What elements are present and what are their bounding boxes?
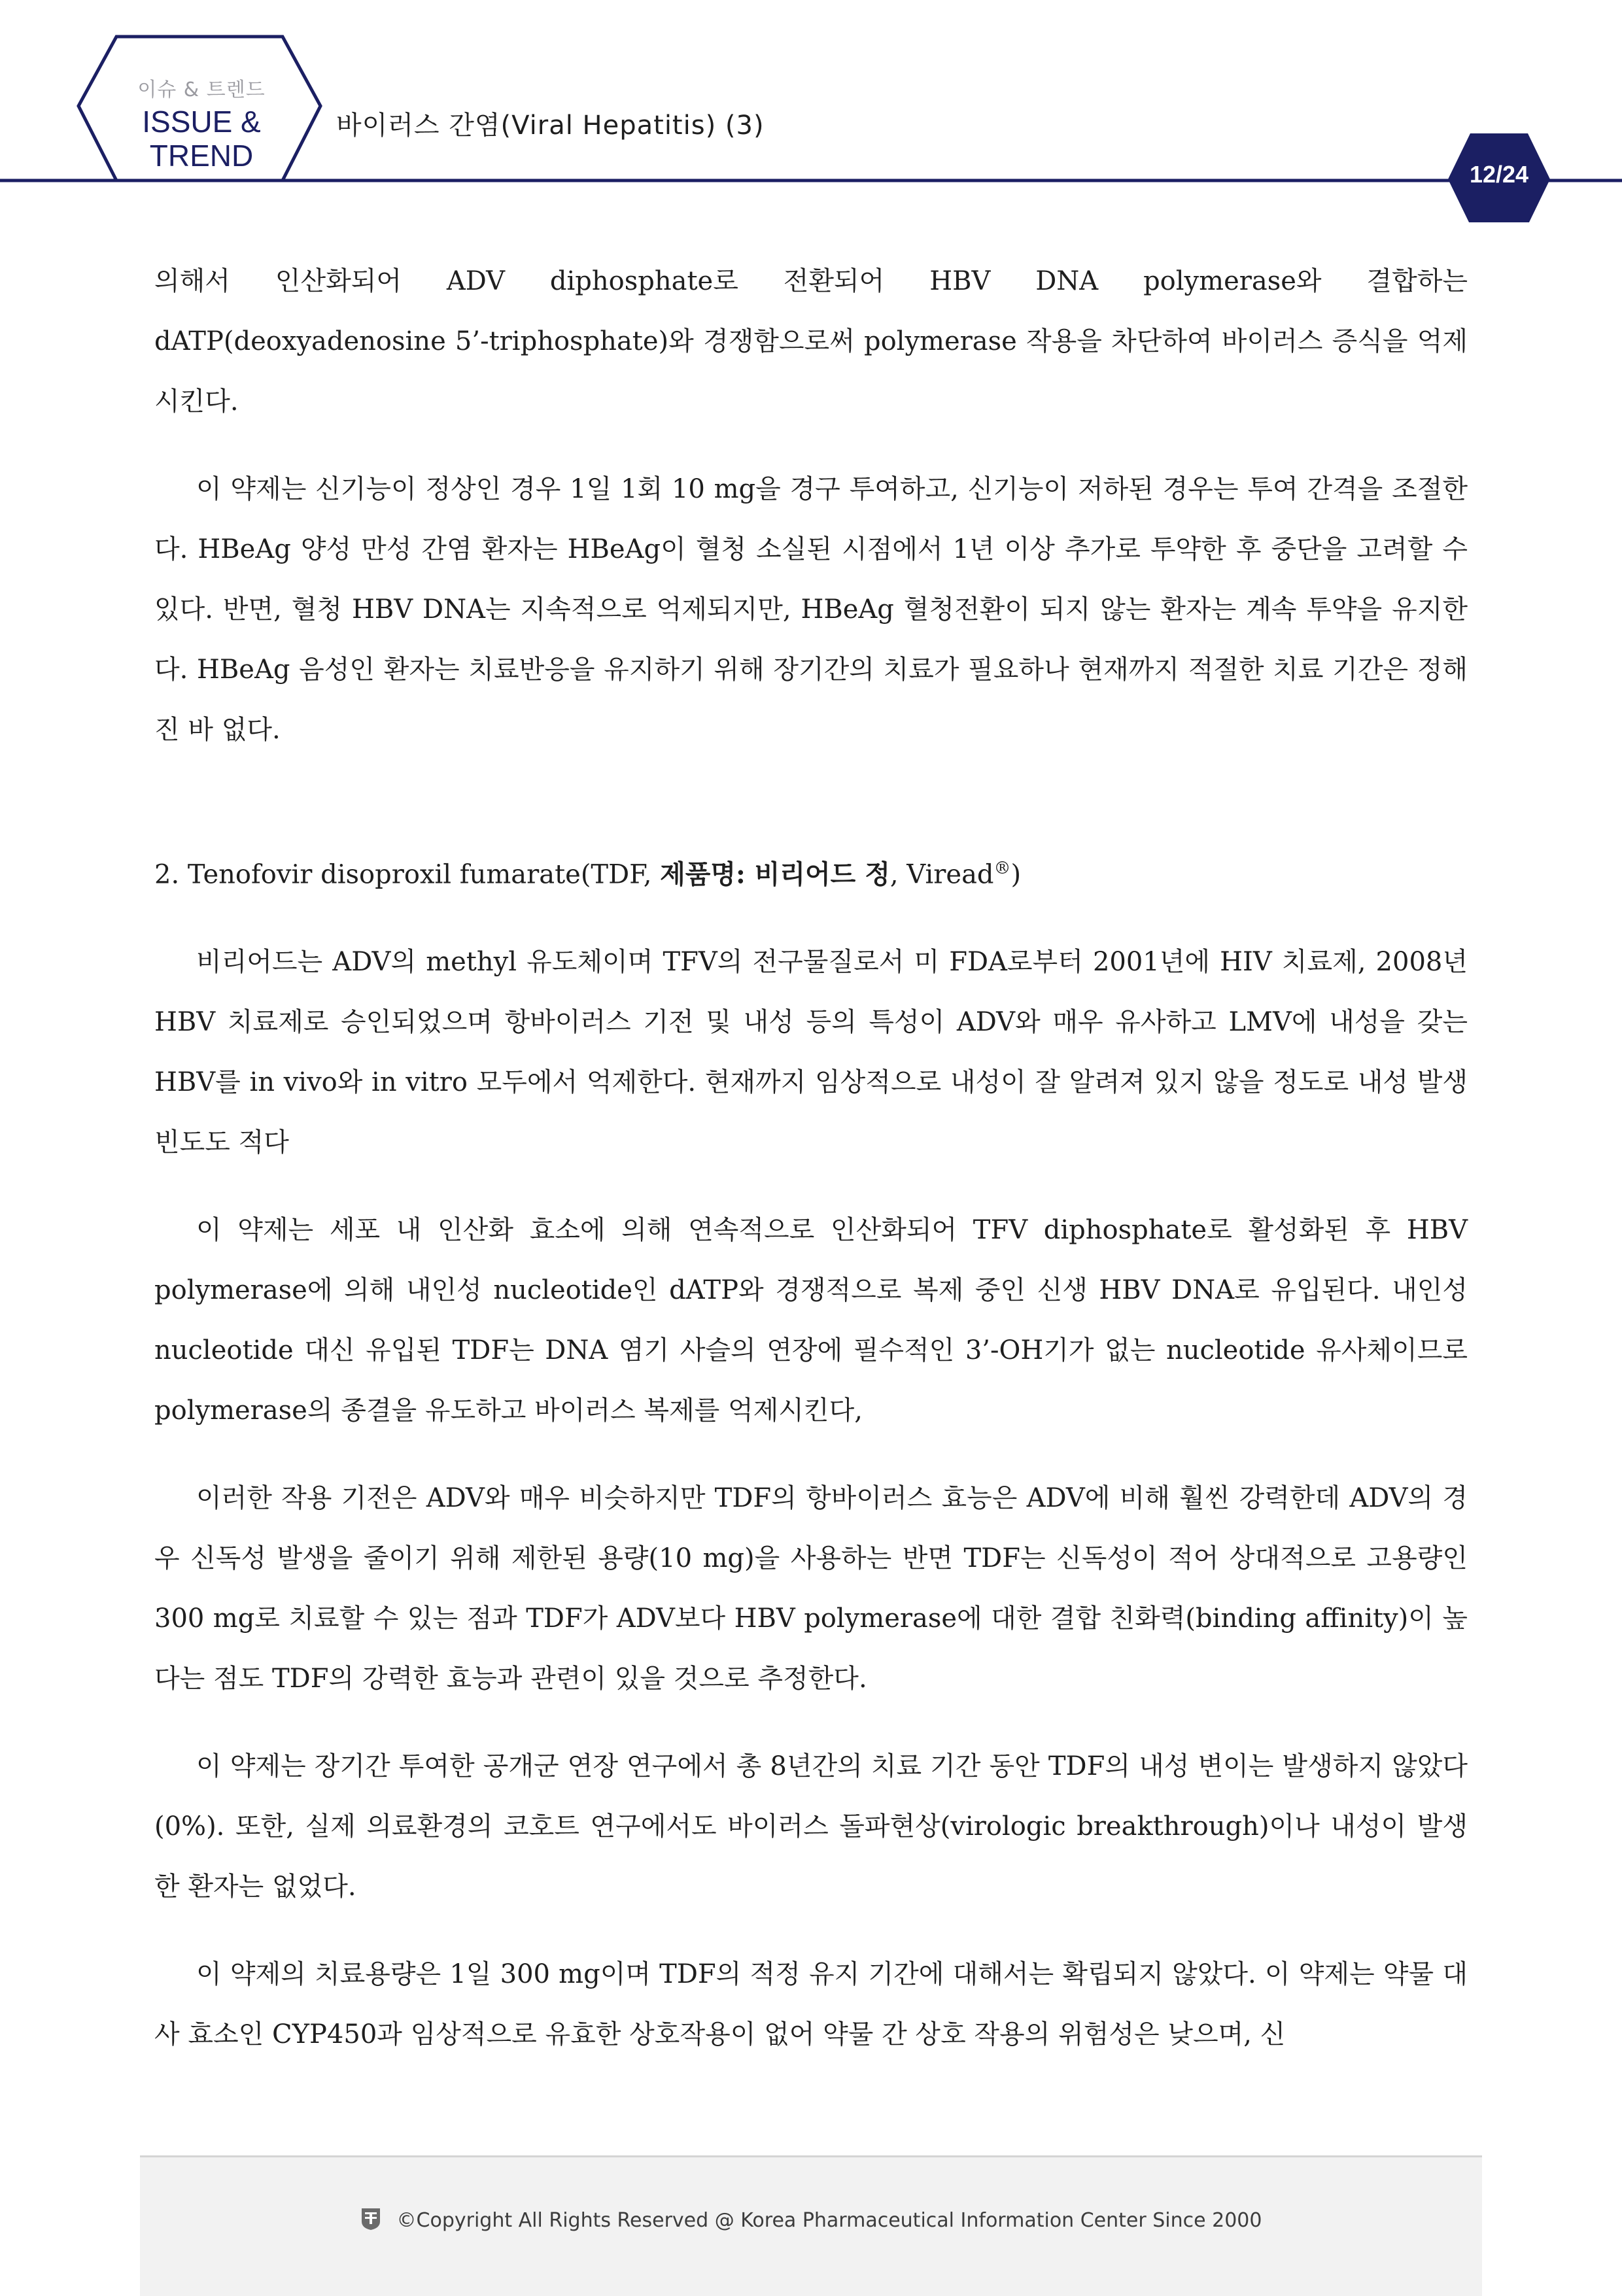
section-heading-close: ) bbox=[1010, 859, 1022, 890]
section-heading-prefix: 2. Tenofovir disoproxil fumarate(TDF, bbox=[154, 859, 661, 890]
issue-trend-korean-label: 이슈 & 트렌드 bbox=[137, 78, 266, 101]
paragraph-1: 의해서 인산화되어 ADV diphosphate로 전환되어 HBV DNA polymerase와 결합하는 dATP(deoxyadenosine 5’-triphosphate)와 경쟁함으로써 polymerase 작용을 차단하여 바이러스 증식을 억제시킨다. bbox=[154, 266, 1468, 417]
section-heading-brand: , Viread bbox=[889, 859, 994, 890]
section-heading-tdf bbox=[154, 838, 1468, 904]
paragraph-7: 이 약제의 치료용량은 1일 300 mg이며 TDF의 적정 유지 기간에 대해서는 확립되지 않았다. 이 약제는 약물 대사 효소인 CYP450과 임상적으로 유효한 상호작용이 없어 약물 간 상호 작용의 위험성은 낮으며, 신 bbox=[154, 1959, 1468, 2050]
paragraph-5: 이러한 작용 기전은 ADV와 매우 비슷하지만 TDF의 항바이러스 효능은 ADV에 비해 훨씬 강력한데 ADV의 경우 신독성 발생을 줄이기 위해 제한된 용량(10 mg)을 사용하는 반면 TDF는 신독성이 적어 상대적으로 고용량인 300 mg로 치료할 수 있는 점과 TDF가 ADV보다 HBV polymerase에 대한 결합 친화력(binding affinity)이 높다는 점도 TDF의 강력한 효능과 관련이 있을 것으로 추정한다. bbox=[154, 1483, 1468, 1694]
document-title: 바이러스 간염(Viral Hepatitis) (3) bbox=[336, 111, 765, 141]
page-header bbox=[0, 0, 1622, 222]
footer-copyright-row bbox=[140, 2207, 1482, 2232]
section-heading-product: 제품명: 비리어드 정 bbox=[660, 859, 890, 890]
page-footer bbox=[140, 2155, 1482, 2296]
issue-trend-label bbox=[128, 105, 275, 173]
issue-label: ISSUE & bbox=[142, 105, 261, 139]
document-body bbox=[154, 251, 1468, 2092]
kpic-logo-icon bbox=[360, 2207, 381, 2231]
paragraph-4: 이 약제는 세포 내 인산화 효소에 의해 연속적으로 인산화되어 TFV diphosphate로 활성화된 후 HBV polymerase에 의해 내인성 nucleotide인 dATP와 경쟁적으로 복제 중인 신생 HBV DNA로 유입된다. 내인성 nucleotide 대신 유입된 TDF는 DNA 염기 사슬의 연장에 필수적인 3’-OH기가 없는 nucleotide 유사체이므로 polymerase의 종결을 유도하고 바이러스 복제를 억제시킨다, bbox=[154, 1215, 1468, 1426]
copyright-text: ©Copyright All Rights Reserved @ Korea Pharmaceutical Information Center Since 2000 bbox=[396, 2209, 1262, 2232]
page-number: 12/24 bbox=[1469, 161, 1529, 188]
trend-label: TREND bbox=[149, 139, 254, 173]
registered-mark: ® bbox=[993, 859, 1011, 878]
paragraph-3: 비리어드는 ADV의 methyl 유도체이며 TFV의 전구물질로서 미 FDA로부터 2001년에 HIV 치료제, 2008년 HBV 치료제로 승인되었으며 항바이러스 기전 및 내성 등의 특성이 ADV와 매우 유사하고 LMV에 내성을 갖는 HBV를 in vivo와 in vitro 모두에서 억제한다. 현재까지 임상적으로 내성이 잘 알려져 있지 않을 정도로 내성 발생 빈도도 적다 bbox=[154, 947, 1468, 1158]
paragraph-6: 이 약제는 장기간 투여한 공개군 연장 연구에서 총 8년간의 치료 기간 동안 TDF의 내성 변이는 발생하지 않았다(0%). 또한, 실제 의료환경의 코호트 연구에서도 바이러스 돌파현상(virologic breakthrough)이나 내성이 발생한 환자는 없었다. bbox=[154, 1751, 1468, 1902]
paragraph-2: 이 약제는 신기능이 정상인 경우 1일 1회 10 mg을 경구 투여하고, 신기능이 저하된 경우는 투여 간격을 조절한다. HBeAg 양성 만성 간염 환자는 HBeAg이 혈청 소실된 시점에서 1년 이상 추가로 투약한 후 중단을 고려할 수 있다. 반면, 혈청 HBV DNA는 지속적으로 억제되지만, HBeAg 혈청전환이 되지 않는 환자는 계속 투약을 유지한다. HBeAg 음성인 환자는 치료반응을 유지하기 위해 장기간의 치료가 필요하나 현재까지 적절한 치료 기간은 정해진 바 없다. bbox=[154, 474, 1468, 745]
